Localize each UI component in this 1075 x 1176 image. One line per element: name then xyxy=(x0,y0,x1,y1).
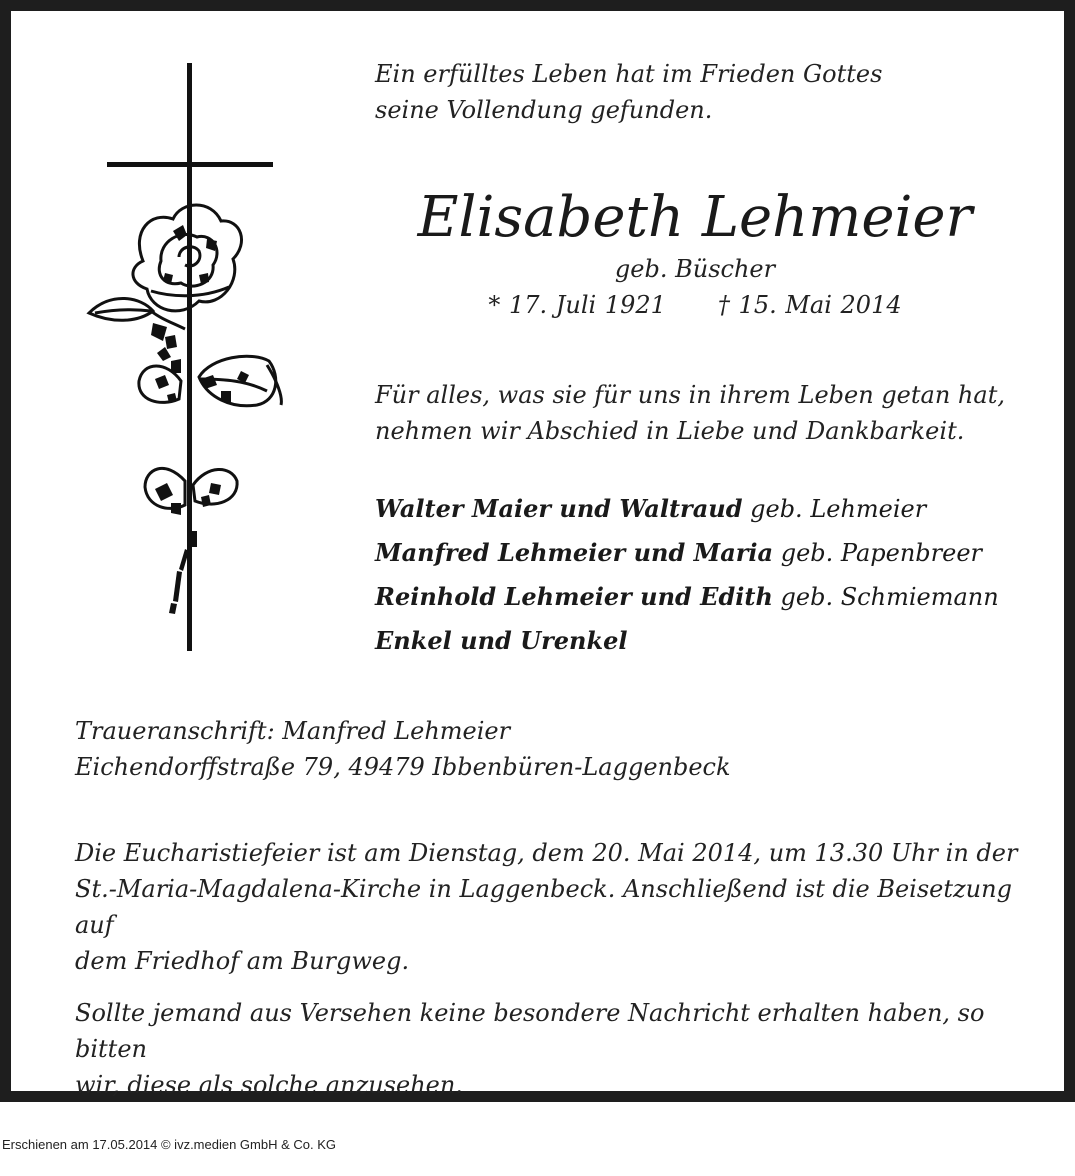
farewell-text xyxy=(375,377,1035,449)
family-note: geb. Schmiemann xyxy=(780,583,999,611)
intro-text xyxy=(375,56,1055,128)
publication-footer: Erschienen am 17.05.2014 © ivz.medien GmbH & Co. KG xyxy=(2,1137,337,1152)
farewell-line-2: nehmen wir Abschied in Liebe und Dankbarkeit. xyxy=(375,417,965,445)
address-line-1: Traueranschrift: Manfred Lehmeier xyxy=(75,717,511,745)
family-list xyxy=(375,489,1035,665)
birth-name: geb. Büscher xyxy=(614,255,776,283)
service-line-3: dem Friedhof am Burgweg. xyxy=(75,947,410,975)
family-note: geb. Lehmeier xyxy=(750,495,927,523)
family-names: Reinhold Lehmeier und Edith xyxy=(375,582,773,611)
family-row xyxy=(375,533,1035,577)
family-names: Walter Maier und Waltraud xyxy=(375,494,743,523)
family-row xyxy=(375,577,1035,621)
intro-line-2: seine Vollendung gefunden. xyxy=(375,96,713,124)
notice-line-1: Sollte jemand aus Versehen keine besondere Nachricht erhalten haben, so bitten xyxy=(75,999,985,1063)
family-row xyxy=(375,489,1035,533)
life-dates xyxy=(375,287,1015,323)
service-line-1: Die Eucharistiefeier ist am Dienstag, dem 20. Mai 2014, um 13.30 Uhr in der xyxy=(75,839,1018,867)
cross-with-rose-icon xyxy=(81,61,301,661)
family-names: Enkel und Urenkel xyxy=(375,626,628,655)
address-line-2: Eichendorffstraße 79, 49479 Ibbenbüren-Laggenbeck xyxy=(75,753,731,781)
family-note: geb. Papenbreer xyxy=(780,539,983,567)
notice-line-2: wir, diese als solche anzusehen. xyxy=(75,1071,463,1099)
family-row xyxy=(375,621,1035,665)
service-line-2: St.-Maria-Magdalena-Kirche in Laggenbeck. Anschließend ist die Beisetzung auf xyxy=(75,875,1012,939)
farewell-line-1: Für alles, was sie für uns in ihrem Leben getan hat, xyxy=(375,381,1005,409)
notice-text xyxy=(75,995,1035,1103)
birth-date: * 17. Juli 1921 xyxy=(488,291,666,319)
service-info xyxy=(75,835,1035,979)
family-names: Manfred Lehmeier und Maria xyxy=(375,538,774,567)
mourning-address xyxy=(75,713,1035,785)
deceased-name: Elisabeth Lehmeier xyxy=(417,185,973,250)
intro-line-1: Ein erfülltes Leben hat im Frieden Gottes xyxy=(375,60,883,88)
death-date: † 15. Mai 2014 xyxy=(717,291,902,319)
